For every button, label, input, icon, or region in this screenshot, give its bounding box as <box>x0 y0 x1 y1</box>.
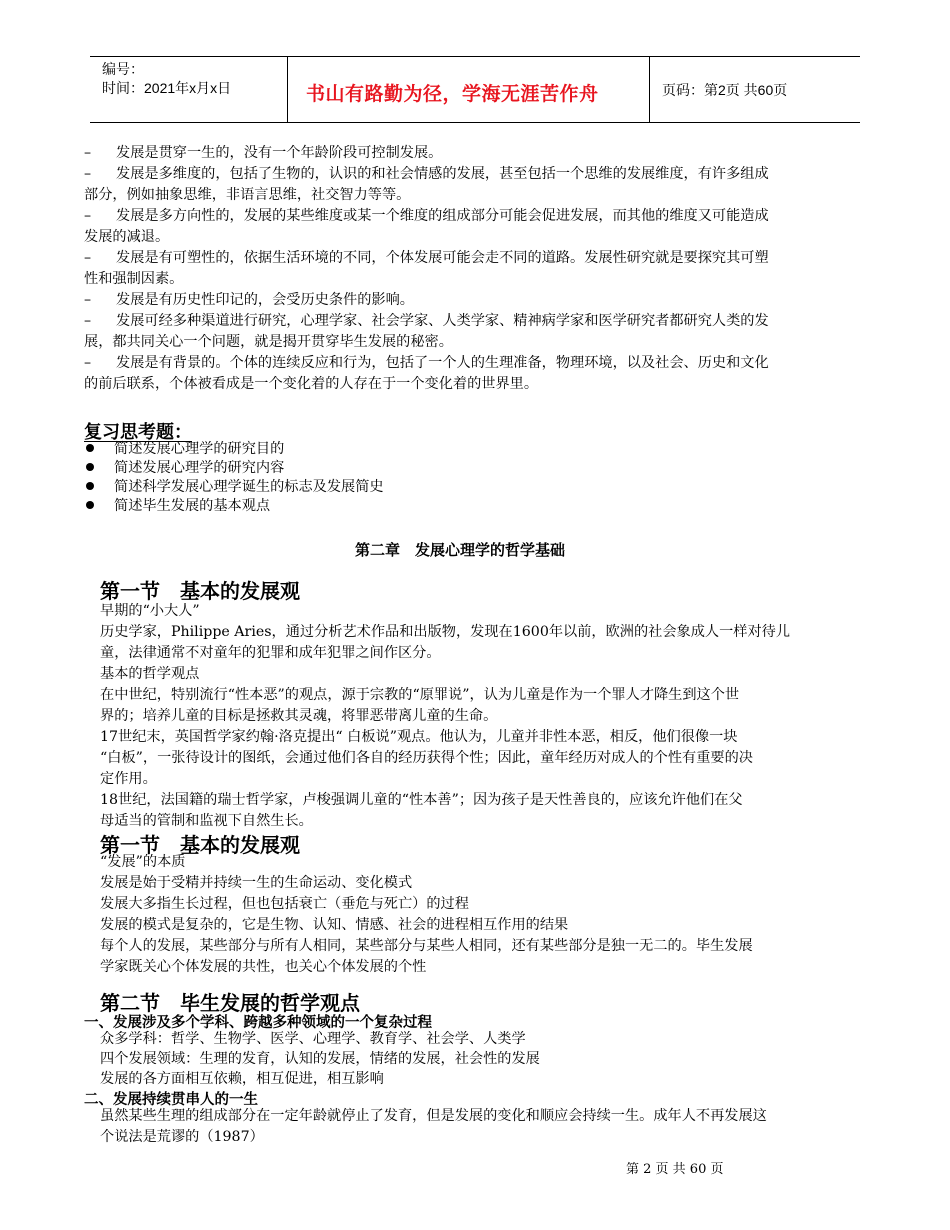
header-motto: 书山有路勤为径，学海无涯苦作舟 <box>306 84 599 105</box>
dash-marker: – <box>84 292 92 308</box>
list-item-text: 发展可经多种渠道进行研究，心理学家、社会学家、人类学家、精神病学家和医学研究者都研究人类的发 <box>116 313 769 329</box>
header-divider-2 <box>649 56 650 123</box>
subsection-heading: 二、发展持续贯串人的一生 <box>84 1092 258 1108</box>
body-line: 发展是始于受精并持续一生的生命运动、变化模式 <box>100 875 413 891</box>
list-item <box>84 206 884 248</box>
section-heading: 第二节 毕生发展的哲学观点 <box>100 991 360 1015</box>
body-line: 母适当的管制和监视下自然生长。 <box>100 813 313 829</box>
body-line: 每个人的发展，某些部分与所有人相同，某些部分与某些人相同，还有某些部分是独一无二的。毕生发展 <box>100 938 753 954</box>
section3-sub1-body <box>100 1029 882 1089</box>
review-item <box>86 497 384 516</box>
header-divider-1 <box>287 56 288 123</box>
section2-body <box>100 852 882 978</box>
dash-marker: – <box>84 208 92 224</box>
header-time-label: 时间：2021年x月x日 <box>102 80 232 96</box>
dash-marker: – <box>84 313 92 329</box>
bullet-icon <box>86 463 94 471</box>
page-footer: 第 2 页 共 60 页 <box>626 1162 724 1177</box>
header-bottom-border <box>90 122 860 123</box>
list-item <box>84 164 884 206</box>
header-top-border <box>90 56 860 57</box>
body-line: 虽然某些生理的组成部分在一定年龄就停止了发育，但是发展的变化和顺应会持续一生。成年人不再发展这 <box>100 1108 767 1124</box>
review-title: 复习思考题： <box>84 422 192 443</box>
dash-marker: – <box>84 250 92 266</box>
review-item <box>86 478 384 497</box>
body-line: 四个发展领域：生理的发育，认知的发展，情绪的发展，社会性的发展 <box>100 1051 540 1067</box>
review-item <box>86 440 384 459</box>
review-list <box>86 440 384 516</box>
body-line: 个说法是荒谬的（1987） <box>100 1129 264 1145</box>
list-item-text: 性和强制因素。 <box>84 271 184 287</box>
bullet-icon <box>86 501 94 509</box>
review-item-text: 简述毕生发展的基本观点 <box>114 498 271 514</box>
dash-marker: – <box>84 166 92 182</box>
body-line: 基本的哲学观点 <box>100 666 200 682</box>
list-item <box>84 248 884 290</box>
body-line: 众多学科：哲学、生物学、医学、心理学、教育学、社会学、人类学 <box>100 1031 526 1047</box>
list-item-text: 发展是有背景的。个体的连续反应和行为，包括了一个人的生理准备，物理环境，以及社会、历史和文化 <box>116 355 769 371</box>
list-item <box>84 353 884 395</box>
dash-marker: – <box>84 145 92 161</box>
body-line: 界的；培养儿童的目标是拯救其灵魂，将罪恶带离儿童的生命。 <box>100 708 498 724</box>
list-item-text: 的前后联系，个体被看成是一个变化着的人存在于一个变化着的世界里。 <box>84 376 539 392</box>
header-page-info: 页码：第2页 共60页 <box>662 82 788 98</box>
list-item-text: 发展是有可塑性的，依据生活环境的不同，个体发展可能会走不同的道路。发展性研究就是要探究其可塑 <box>116 250 769 266</box>
body-line: 定作用。 <box>100 771 157 787</box>
body-line: 18世纪，法国籍的瑞士哲学家，卢梭强调儿童的“性本善”；因为孩子是天性善良的，应该允许他们在父 <box>100 792 743 808</box>
list-item <box>84 143 884 164</box>
body-line: 发展的各方面相互依赖，相互促进，相互影响 <box>100 1071 384 1087</box>
bullet-icon <box>86 444 94 452</box>
list-item-text: 发展是有历史性印记的，会受历史条件的影响。 <box>116 292 414 308</box>
list-item-text: 部分，例如抽象思维，非语言思维，社交智力等等。 <box>84 187 411 203</box>
chapter-title: 第二章 发展心理学的哲学基础 <box>355 541 566 559</box>
body-line: 发展大多指生长过程，但也包括衰亡（垂危与死亡）的过程 <box>100 896 469 912</box>
subsection-heading: 一、发展涉及多个学科、跨越多种领域的一个复杂过程 <box>84 1015 432 1031</box>
body-line: 学家既关心个体发展的共性，也关心个体发展的个性 <box>100 959 427 975</box>
review-item-text: 简述科学发展心理学诞生的标志及发展简史 <box>114 479 384 495</box>
development-points-list <box>84 143 884 395</box>
list-item-text: 发展是贯穿一生的，没有一个年龄阶段可控制发展。 <box>116 145 443 161</box>
body-line: 童，法律通常不对童年的犯罪和成年犯罪之间作区分。 <box>100 645 441 661</box>
list-item-text: 发展是多维度的，包括了生物的，认识的和社会情感的发展，甚至包括一个思维的发展维度，有许多组成 <box>116 166 769 182</box>
review-item-text: 简述发展心理学的研究内容 <box>114 460 285 476</box>
body-line: 早期的“小大人” <box>100 603 200 619</box>
review-item-text: 简述发展心理学的研究目的 <box>114 441 285 457</box>
section-heading: 第一节 基本的发展观 <box>100 579 300 603</box>
dash-marker: – <box>84 355 92 371</box>
list-item-text: 发展的减退。 <box>84 229 170 245</box>
list-item-text: 展，都共同关心一个问题，就是揭开贯穿毕生发展的秘密。 <box>84 334 453 350</box>
section3-sub2-body <box>100 1106 882 1148</box>
body-line: 在中世纪，特别流行“性本恶”的观点，源于宗教的“原罪说”，认为儿童是作为一个罪人才降生到这个世 <box>100 687 740 703</box>
section1-body <box>100 601 882 832</box>
list-item <box>84 290 884 311</box>
review-item <box>86 459 384 478</box>
body-line: 17世纪末，英国哲学家约翰·洛克提出“ 白板说”观点。他认为，儿童并非性本恶，相反，他们很像一块 <box>100 729 738 745</box>
bullet-icon <box>86 482 94 490</box>
body-line: 发展的模式是复杂的，它是生物、认知、情感、社会的进程相互作用的结果 <box>100 917 569 933</box>
list-item <box>84 311 884 353</box>
section-heading: 第一节 基本的发展观 <box>100 833 300 857</box>
body-line: “发展”的本质 <box>100 854 186 870</box>
list-item-text: 发展是多方向性的，发展的某些维度或某一个维度的组成部分可能会促进发展，而其他的维度又可能造成 <box>116 208 769 224</box>
body-line: “白板”，一张待设计的图纸，会通过他们各自的经历获得个性；因此，童年经历对成人的个性有重要的决 <box>100 750 753 766</box>
body-line: 历史学家，Philippe Aries，通过分析艺术作品和出版物，发现在1600年以前，欧洲的社会象成人一样对待儿 <box>100 624 791 640</box>
header-number-label: 编号： <box>102 61 144 77</box>
